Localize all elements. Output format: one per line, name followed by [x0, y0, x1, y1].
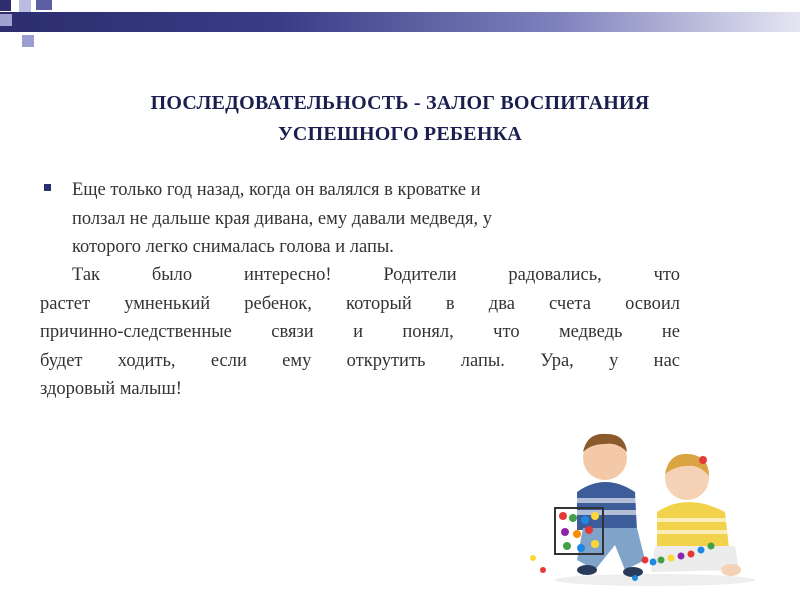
bullet-paragraph: [72, 176, 677, 262]
text-line: здоровый малыш!: [40, 379, 182, 399]
text-line: причинно-следственные связи и понял, что медведь не: [40, 322, 680, 342]
boy-figure: [577, 434, 645, 577]
decor-square: [36, 0, 52, 10]
bullet-square-icon: [44, 184, 51, 191]
decor-square: [19, 0, 31, 12]
children-playing-illustration: [525, 420, 765, 590]
text-line: будет ходить, если ему открутить лапы. Ура, у нас: [40, 350, 680, 371]
decor-square: [0, 0, 11, 11]
girl-figure: [651, 454, 741, 576]
text-line: растет умненький ребенок, который в два счета освоил: [40, 293, 680, 314]
slide-title: [40, 88, 760, 150]
decor-square: [0, 14, 12, 26]
title-line: ПОСЛЕДОВАТЕЛЬНОСТЬ - ЗАЛОГ ВОСПИТАНИЯ: [150, 92, 650, 114]
text-line: которого легко снималась голова и лапы.: [72, 237, 394, 257]
body-paragraph: [40, 261, 680, 404]
text-line: Так было интересно! Родители радовались, что: [72, 265, 680, 285]
decor-square: [22, 35, 34, 47]
title-line: УСПЕШНОГО РЕБЕНКА: [278, 123, 522, 145]
text-line: Еще только год назад, когда он валялся в кроватке и: [72, 180, 481, 200]
top-decorative-bar: [0, 12, 800, 32]
text-line: ползал не дальше края дивана, ему давали медведя, у: [72, 208, 493, 229]
